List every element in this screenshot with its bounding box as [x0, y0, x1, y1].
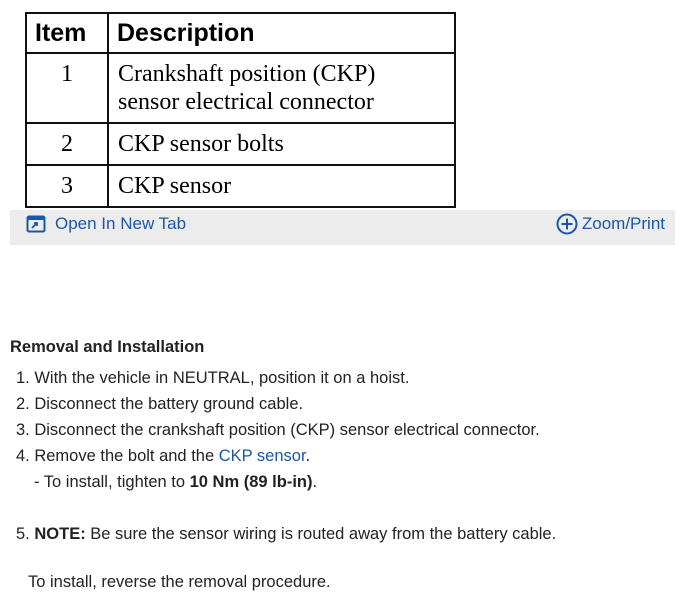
step-text: . [305, 447, 311, 465]
legend-item-description: CKP sensor [108, 165, 455, 207]
legend-item-description: CKP sensor bolts [108, 123, 455, 165]
legend-description-line: sensor electrical connector [118, 89, 374, 115]
legend-header-description: Description [108, 13, 455, 53]
legend-item-description [108, 53, 455, 123]
open-in-new-tab-label: Open In New Tab [55, 214, 187, 233]
legend-item-number: 3 [26, 165, 108, 207]
section-title: Removal and Installation [10, 338, 205, 356]
final-instruction: To install, reverse the removal procedure. [28, 573, 331, 591]
list-item: 2. Disconnect the battery ground cable. [16, 395, 304, 413]
table-row [26, 53, 455, 123]
open-in-new-tab-link[interactable] [26, 214, 186, 234]
zoom-print-button[interactable] [556, 213, 665, 235]
note-label: NOTE: [34, 525, 86, 543]
figure-panel [10, 0, 675, 245]
list-item: 3. Disconnect the crankshaft position (CKP) sensor electrical connector. [16, 421, 540, 439]
legend-header-row [26, 13, 455, 53]
step-text: 4. Remove the bolt and the [16, 447, 219, 465]
step-text: Be sure the sensor wiring is routed away from the battery cable. [85, 525, 557, 543]
step-text: . [312, 473, 318, 491]
legend-table [25, 12, 456, 208]
procedure-steps [10, 365, 680, 547]
list-item [16, 469, 680, 495]
table-row [26, 165, 455, 207]
legend-item-number: 2 [26, 123, 108, 165]
open-new-tab-icon [26, 215, 46, 233]
list-item [16, 521, 680, 547]
list-spacer [16, 495, 680, 521]
list-item: 1. With the vehicle in NEUTRAL, position it on a hoist. [16, 369, 410, 387]
legend-item-number: 1 [26, 53, 108, 123]
legend-description-line: Crankshaft position (CKP) [118, 61, 376, 87]
zoom-plus-icon [556, 213, 578, 235]
list-item [16, 443, 680, 469]
step-text: - To install, tighten to [34, 473, 190, 491]
figure-area [10, 0, 675, 210]
torque-value: 10 Nm (89 lb-in) [189, 473, 313, 491]
legend-header-item: Item [26, 13, 108, 53]
figure-toolbar [10, 210, 675, 245]
step-text: 5. [16, 525, 35, 543]
procedure-section [10, 338, 680, 592]
table-row [26, 123, 455, 165]
zoom-print-label: Zoom/Print [581, 214, 665, 233]
ckp-sensor-link[interactable]: CKP sensor [218, 447, 306, 465]
